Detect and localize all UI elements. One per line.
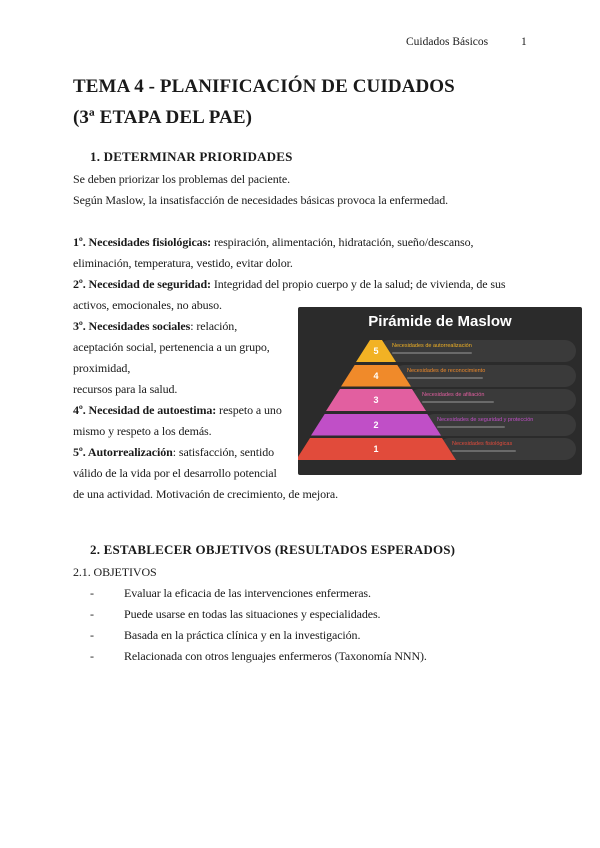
bullet-dash: -	[90, 628, 94, 642]
maslow-tier-label: Necesidades de autorrealización	[392, 343, 472, 349]
maslow-tier-number: 1	[373, 444, 379, 454]
need-label: 3º. Necesidades sociales	[73, 319, 191, 333]
maslow-tier-description	[392, 352, 472, 354]
need-item-social	[73, 316, 237, 337]
maslow-tier-description	[422, 401, 494, 403]
need-text: : satisfacción, sentido	[172, 445, 275, 459]
list-item	[90, 583, 371, 604]
maslow-tier-label: Necesidades de seguridad y protección	[437, 416, 534, 423]
need-text: válido de la vida por el desarrollo potencial	[73, 466, 277, 480]
maslow-tier-description	[437, 426, 505, 428]
need-text: : relación,	[190, 319, 238, 333]
maslow-tier-number: 4	[373, 370, 379, 381]
need-text: respiración, alimentación, hidratación, sueño/descanso,	[211, 235, 474, 249]
need-text: Integridad del propio cuerpo y de la salud; de vivienda, de sus	[210, 277, 506, 291]
document-title: TEMA 4 - PLANIFICACIÓN DE CUIDADOS	[73, 76, 455, 97]
maslow-pyramid-title: Pirámide de Maslow	[368, 313, 512, 330]
list-item	[90, 604, 380, 625]
section-heading-priorities: 1. DETERMINAR PRIORIDADES	[90, 149, 293, 164]
need-label: 2º. Necesidad de seguridad:	[73, 277, 211, 291]
bullet-dash: -	[90, 649, 94, 663]
need-text: respeto a uno	[216, 403, 282, 417]
list-item-text: Puede usarse en todas las situaciones y especialidades.	[124, 607, 381, 621]
need-item-physiological	[73, 232, 473, 253]
need-text: activos, emocionales, no abuso.	[73, 298, 222, 312]
need-label: 4º. Necesidad de autoestima:	[73, 403, 217, 417]
maslow-pyramid-figure	[298, 307, 582, 475]
need-item-esteem	[73, 400, 282, 421]
maslow-tier-number: 3	[373, 395, 379, 405]
maslow-tier-label: Necesidades de reconocimiento	[407, 367, 486, 374]
need-item-safety	[73, 274, 505, 295]
need-text: aceptación social, pertenencia a un grupo,	[73, 340, 270, 354]
maslow-tier-description	[407, 377, 483, 379]
maslow-tier-number: 5	[373, 346, 379, 356]
maslow-tier-number: 2	[373, 419, 379, 430]
list-item-text: Basada en la práctica clínica y en la investigación.	[124, 628, 361, 642]
need-text: eliminación, temperatura, vestido, evitar dolor.	[73, 256, 293, 270]
maslow-tier-label: Necesidades de afiliación	[422, 392, 485, 398]
maslow-tier-label: Necesidades fisiológicas	[452, 441, 513, 447]
document-subtitle: (3ª ETAPA DEL PAE)	[73, 107, 253, 128]
running-header: Cuidados Básicos	[406, 36, 489, 48]
maslow-tier-description	[452, 450, 516, 452]
section-heading-objectives: 2. ESTABLECER OBJETIVOS (RESULTADOS ESPERADOS)	[90, 542, 456, 557]
need-text: proximidad,	[73, 361, 131, 375]
list-item	[90, 646, 427, 667]
paragraph: Según Maslow, la insatisfacción de necesidades básicas provoca la enfermedad.	[73, 193, 449, 207]
need-text: recursos para la salud.	[73, 382, 178, 396]
need-label: 1º. Necesidades fisiológicas:	[73, 235, 212, 249]
need-text: mismo y respeto a los demás.	[73, 424, 212, 438]
bullet-dash: -	[90, 586, 94, 600]
list-item	[90, 625, 360, 646]
list-item-text: Relacionada con otros lenguajes enfermeros (Taxonomía NNN).	[124, 649, 427, 663]
paragraph: Se deben priorizar los problemas del paciente.	[73, 172, 290, 186]
bullet-dash: -	[90, 607, 94, 621]
need-label: 5º. Autorrealización	[73, 445, 173, 459]
need-text: de una actividad. Motivación de crecimiento, de mejora.	[73, 487, 339, 501]
page-number: 1	[521, 36, 527, 48]
subsection-title: 2.1. OBJETIVOS	[73, 565, 157, 579]
need-item-self-actualization	[73, 442, 274, 463]
list-item-text: Evaluar la eficacia de las intervenciones enfermeras.	[124, 586, 371, 600]
